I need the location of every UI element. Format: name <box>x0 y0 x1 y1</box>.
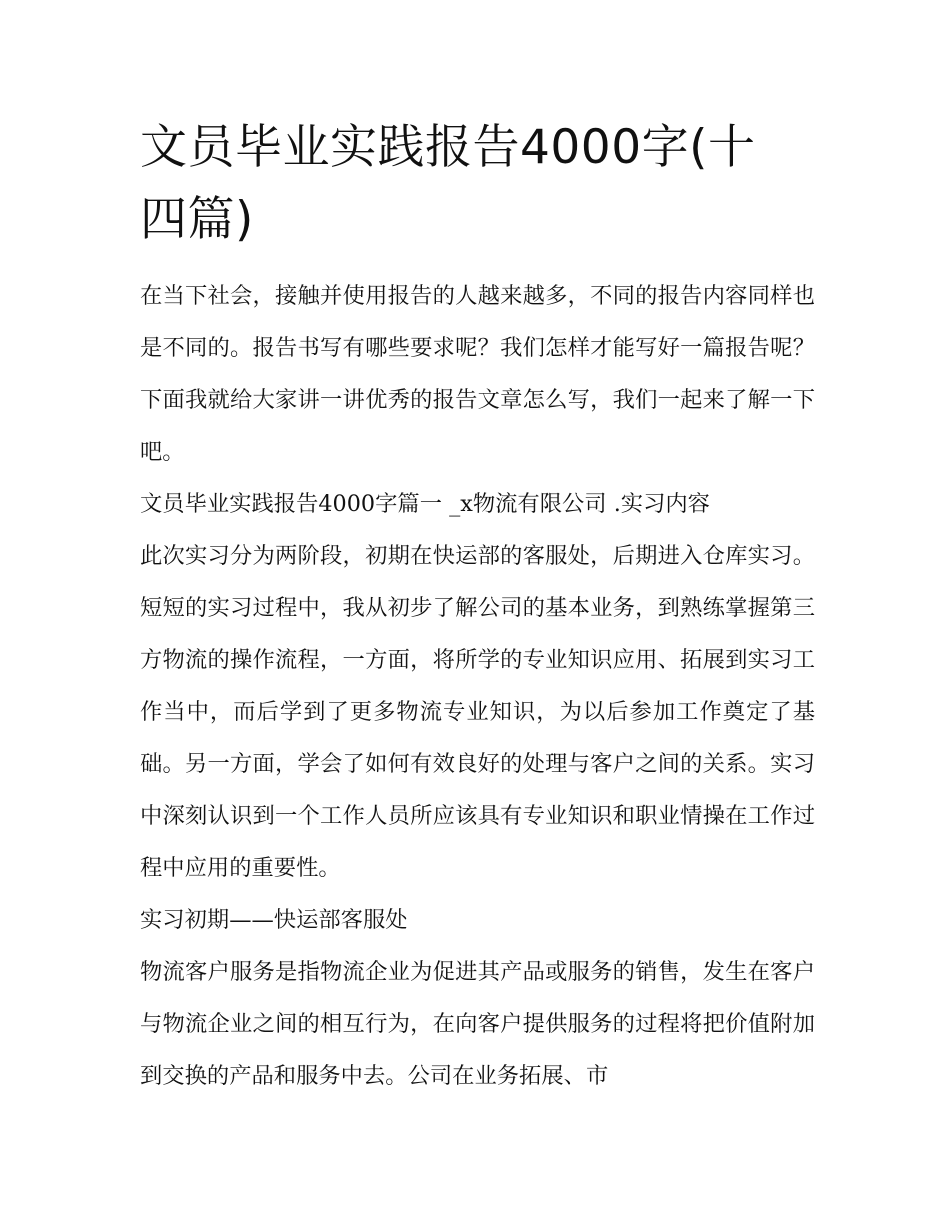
document-title: 文员毕业实践报告4000字(十四篇) <box>140 120 756 247</box>
internship-summary-paragraph: 此次实习分为两阶段，初期在快运部的客服处，后期进入仓库实习。短短的实习过程中，我从初步了解公司的基本业务，到熟练掌握第三方物流的操作流程，一方面，将所学的专业知识应用、拓展到实习工作当中，而后学到了更多物流专业知识，为以后参加工作奠定了基础。另一方面，学会了如何有效良好的处理与客户之间的关系。实习中深刻认识到一个工作人员所应该具有专业知识和职业情操在工作过程中应用的重要性。 <box>140 543 815 881</box>
customer-service-paragraph: 物流客户服务是指物流企业为促进其产品或服务的销售，发生在客户与物流企业之间的相互行为，在向客户提供服务的过程将把价值附加到交换的产品和服务中去。公司在业务拓展、市 <box>140 959 815 1089</box>
document-page <box>140 112 815 1102</box>
section-heading-2: 实习初期——快运部客服处 <box>140 907 408 933</box>
section-heading-1: 文员毕业实践报告4000字篇一 _x物流有限公司 .实习内容 <box>140 491 710 517</box>
intro-paragraph: 在当下社会，接触并使用报告的人越来越多，不同的报告内容同样也是不同的。报告书写有哪些要求呢？我们怎样才能写好一篇报告呢？下面我就给大家讲一讲优秀的报告文章怎么写，我们一起来了解一下吧。 <box>140 283 815 465</box>
